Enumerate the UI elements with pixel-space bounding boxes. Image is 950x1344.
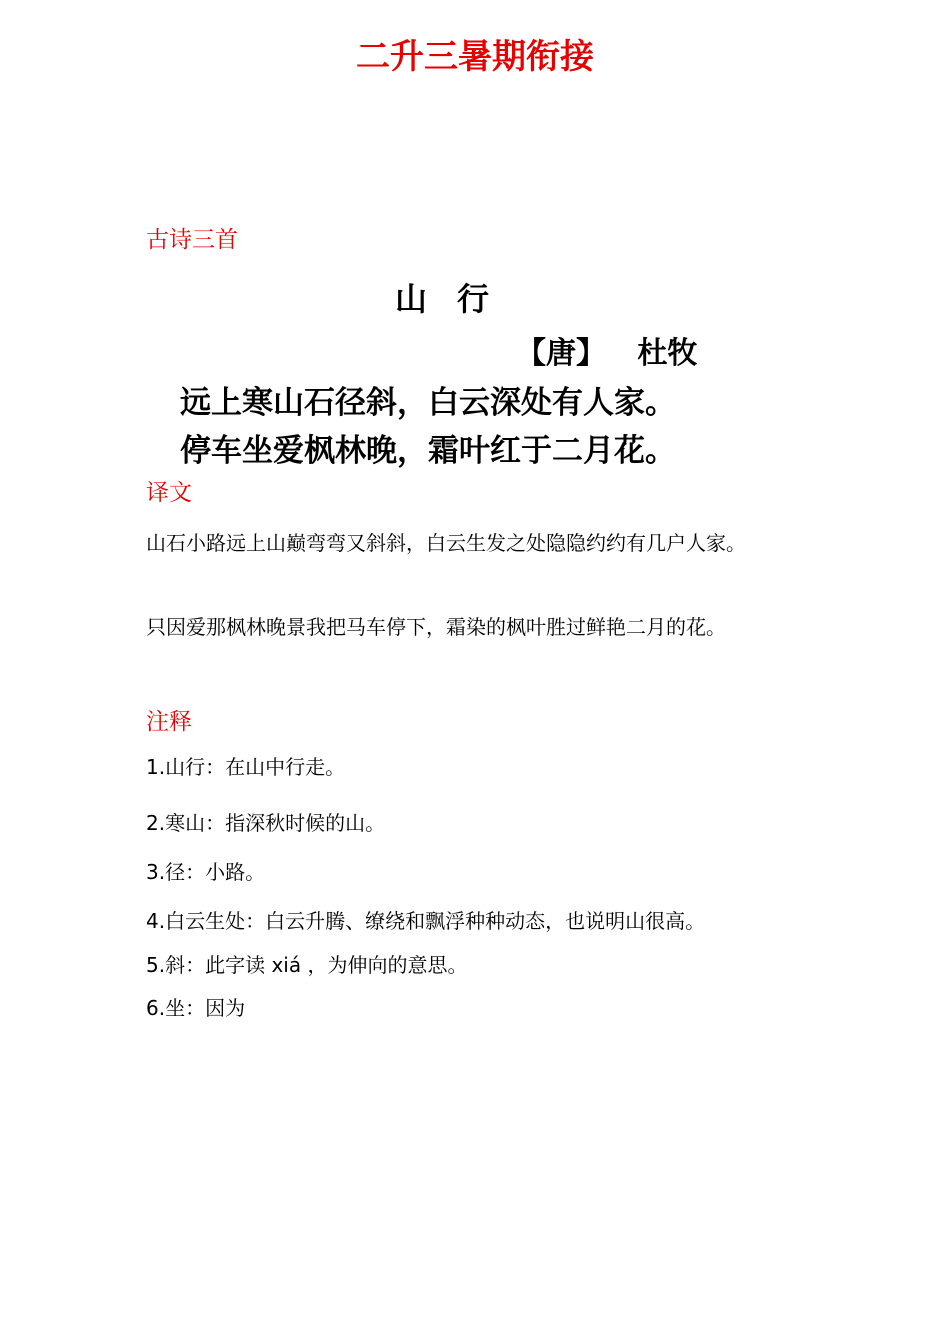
- poem-line-1: 远上寒山石径斜，白云深处有人家。: [180, 385, 676, 421]
- poem-title: 山行: [395, 280, 520, 318]
- note-item: 1.山行：在山中行走。: [146, 755, 346, 779]
- poem-author: 【唐】 杜牧: [516, 336, 698, 371]
- section-heading-notes: 注释: [146, 709, 192, 735]
- section-heading-poems: 古诗三首: [146, 227, 238, 253]
- note-item: 2.寒山：指深秋时候的山。: [146, 811, 386, 835]
- note-item: 6.坐：因为: [146, 996, 246, 1020]
- poem-line-2: 停车坐爱枫林晚，霜叶红于二月花。: [180, 433, 676, 469]
- page-title: 二升三暑期衔接: [356, 37, 594, 77]
- note-item: 3.径：小路。: [146, 860, 266, 884]
- section-heading-translation: 译文: [146, 480, 192, 506]
- translation-paragraph-1: 山石小路远上山巅弯弯又斜斜，白云生发之处隐隐约约有几户人家。: [146, 531, 746, 555]
- note-item: 4.白云生处：白云升腾、缭绕和飘浮种种动态，也说明山很高。: [146, 909, 706, 933]
- translation-paragraph-2: 只因爱那枫林晚景我把马车停下，霜染的枫叶胜过鲜艳二月的花。: [146, 615, 726, 639]
- note-item: 5.斜：此字读 xiá ，为伸向的意思。: [146, 953, 468, 977]
